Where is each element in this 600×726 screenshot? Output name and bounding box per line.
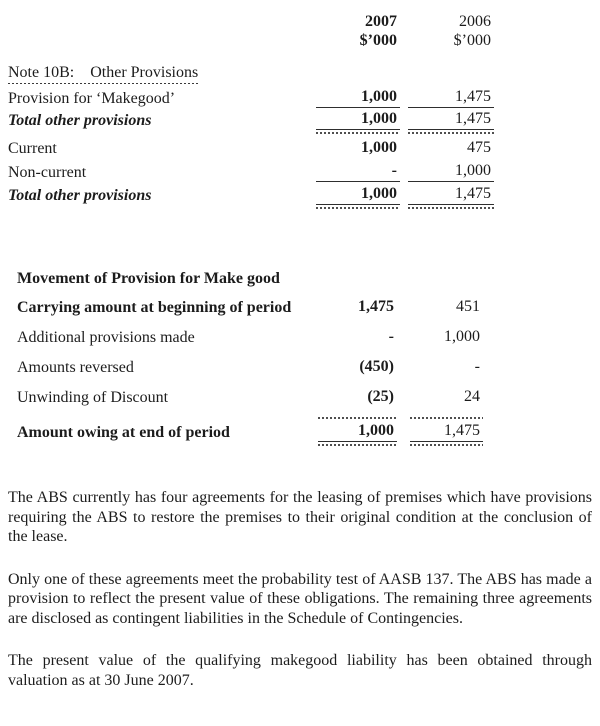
row-label: Current [8,140,57,157]
value-2007: 1,000 [316,184,400,205]
value-2006: 24 [464,388,480,405]
value-2007: 1,000 [318,417,397,442]
value-2006: 1,475 [408,87,494,108]
value-2006: - [474,358,480,375]
table-row [17,327,483,347]
value-2007: 1,000 [316,109,400,130]
column-header-year-2007: 2007 [365,13,397,30]
row-label: Provision for ‘Makegood’ [8,90,176,107]
value-2006: 1,475 [408,184,494,205]
table-row [8,161,494,182]
movement-table [0,269,600,442]
table-row [8,138,494,158]
value-2006: 1,000 [444,328,480,345]
table-row-total [8,184,494,205]
column-header-unit-2006: $’000 [453,32,491,49]
table-row [17,297,483,317]
row-label: Amount owing at end of period [17,424,230,441]
value-2006: 1,000 [408,161,494,182]
value-2006: 1,475 [408,109,494,130]
table-row-total [17,417,483,442]
value-2007: - [388,328,394,345]
table-row [17,387,483,407]
row-label: Carrying amount at beginning of period [17,299,292,316]
row-label: Amounts reversed [17,359,134,376]
body-text [0,488,600,690]
value-2006: 475 [467,139,491,156]
column-header-unit-2007: $’000 [359,32,397,49]
provisions-table [0,12,600,205]
row-label: Additional provisions made [17,329,195,346]
value-2007: 1,475 [358,298,394,315]
body-paragraph: The ABS currently has four agreements for the leasing of premises which have provisions requiring the ABS to restore the premises to their original condition at the conclusion of the lease. [8,489,592,545]
body-paragraph: Only one of these agreements meet the probability test of AASB 137. The ABS has made a provision to reflect the present value of these obligations. The remaining three agreements are disclosed as contingent liabilities in the Schedule of Contingencies. [8,570,592,627]
value-2006: 451 [456,298,480,315]
year-header-row [8,12,494,31]
value-2007: 1,000 [316,87,400,108]
movement-table-title: Movement of Provision for Make good [17,270,280,287]
table-row [17,357,483,377]
row-label: Total other provisions [8,187,152,204]
value-2007: (25) [367,388,394,405]
value-2007: - [316,161,400,182]
note-title-row [8,63,494,84]
unit-header-row [8,31,494,50]
note-title [8,63,494,84]
body-paragraph: The present value of the qualifying makegood liability has been obtained through valuation as at 30 June 2007. [8,652,592,689]
row-label: Unwinding of Discount [17,389,169,406]
table-row [8,87,494,108]
row-label: Total other provisions [8,112,152,129]
table-row-total [8,109,494,130]
value-2007: (450) [359,358,394,375]
column-header-year-2006: 2006 [459,13,491,30]
row-label: Non-current [8,164,87,181]
note-title-text: Note 10B: Other Provisions [8,63,198,84]
value-2007: 1,000 [361,139,397,156]
value-2006: 1,475 [410,417,483,442]
